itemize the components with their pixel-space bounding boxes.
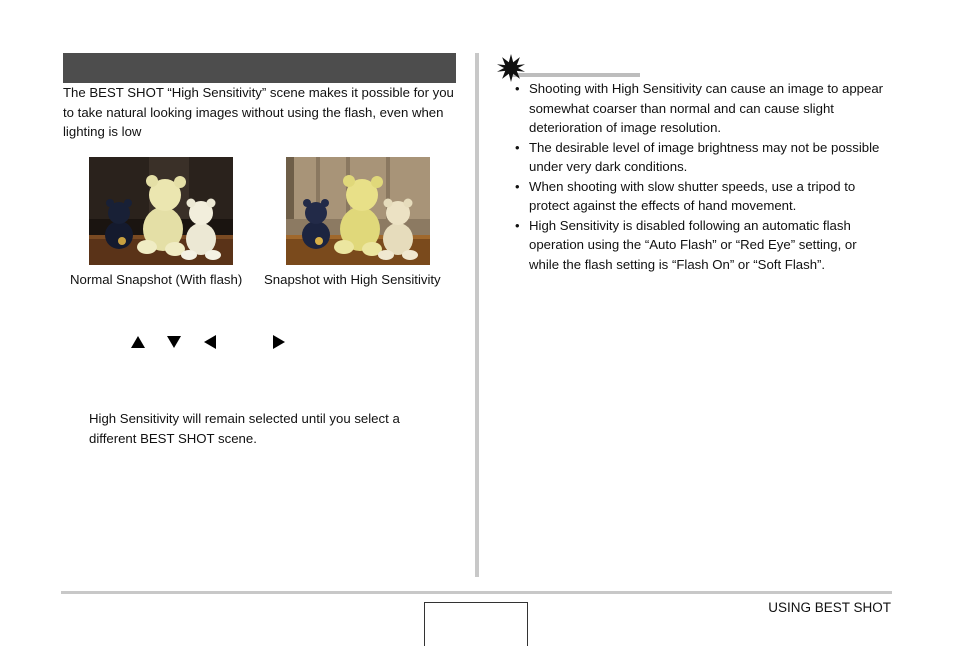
list-item: • Shooting with High Sensitivity can cause an image to appear somewhat coarser than normal and can cause slight deterioration of image resolution.: [515, 81, 884, 135]
list-item-text: High Sensitivity is disabled following an automatic flash operation using the “Auto Flash” or “Red Eye” setting, or while the flash setting is “Flash On” or “Soft Flash”.: [529, 217, 857, 272]
caption-high-sensitivity: Snapshot with High Sensitivity: [264, 272, 441, 287]
footer-rule: [61, 591, 892, 594]
left-arrow-icon: [202, 334, 218, 350]
down-arrow-icon: [166, 334, 182, 350]
up-arrow-icon: [130, 334, 146, 350]
footer-section-label: USING BEST SHOT: [768, 600, 891, 615]
right-arrow-icon: [271, 334, 287, 350]
important-burst-icon: [497, 54, 525, 82]
list-item-text: When shooting with slow shutter speeds, use a tripod to protect against the effects of hand movement.: [529, 178, 856, 213]
intro-paragraph: The BEST SHOT “High Sensitivity” scene makes it possible for you to take natural looking images without using the flash, even when lighting is low: [63, 85, 454, 139]
caption-normal-snapshot: Normal Snapshot (With flash): [70, 272, 243, 287]
column-divider: [475, 53, 479, 577]
list-item-text: The desirable level of image brightness may not be possible under very dark conditions.: [529, 139, 880, 174]
photo-high-sensitivity: [286, 157, 430, 265]
teddy-bears-photo-flash: [89, 157, 233, 265]
section-header-bar: [63, 53, 456, 83]
photo-normal-snapshot: [89, 157, 233, 265]
note-paragraph: High Sensitivity will remain selected until you select a different BEST SHOT scene.: [89, 411, 400, 446]
list-item: • High Sensitivity is disabled following an automatic flash operation using the “Auto Flash” or “Red Eye” setting, or while the flash setting is “Flash On” or “Soft Flash”.: [515, 217, 857, 272]
important-rule: [512, 73, 640, 77]
page-number-box: [424, 602, 528, 646]
important-notes-list: [512, 79, 884, 274]
teddy-bears-photo-high-sensitivity: [286, 157, 430, 265]
list-item: • When shooting with slow shutter speeds, use a tripod to protect against the effects of hand movement.: [515, 178, 856, 213]
list-item-text: Shooting with High Sensitivity can cause an image to appear somewhat coarser than normal and can cause slight deterioration of image resolution.: [529, 81, 884, 135]
list-item: • The desirable level of image brightness may not be possible under very dark conditions.: [515, 139, 880, 174]
